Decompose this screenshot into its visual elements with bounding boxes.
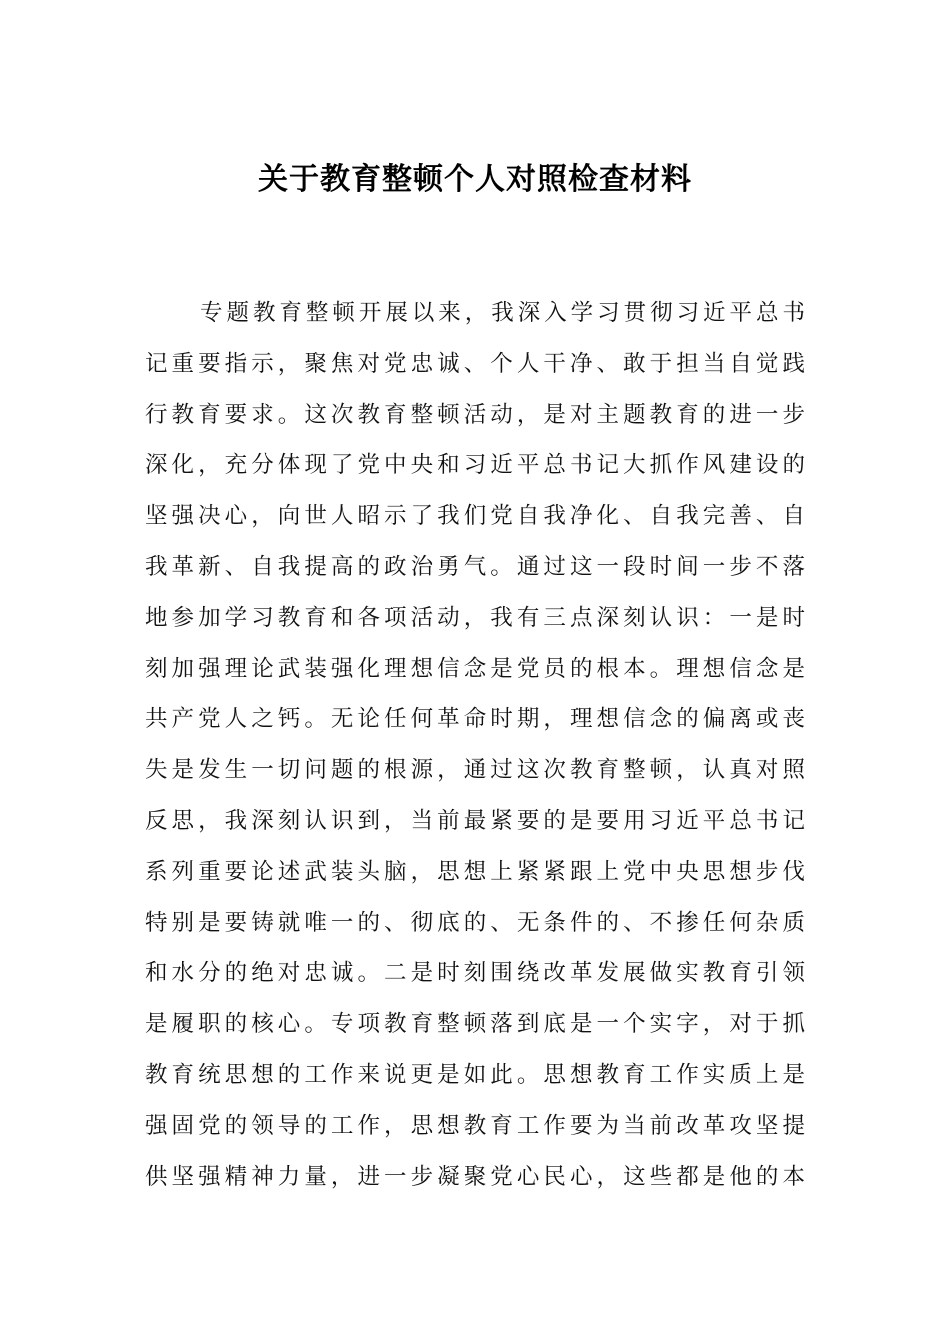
body-line: 我革新、自我提高的政治勇气。通过这一段时间一步不落 [145,553,805,580]
document-title: 关于教育整顿个人对照检查材料 [258,162,692,197]
body-line: 刻加强理论武装强化理想信念是党员的根本。理想信念是 [145,655,805,682]
body-line: 记重要指示，聚焦对党忠诚、个人干净、敢于担当自觉践 [145,350,805,377]
body-line: 深化，充分体现了党中央和习近平总书记大抓作风建设的 [145,452,805,479]
body-line: 强固党的领导的工作，思想教育工作要为当前改革攻坚提 [145,1112,805,1139]
body-line: 行教育要求。这次教育整顿活动，是对主题教育的进一步 [145,401,805,428]
body-line: 专题教育整顿开展以来，我深入学习贯彻习近平总书 [200,300,805,326]
body-line: 是履职的核心。专项教育整顿落到底是一个实字，对于抓 [145,1011,805,1038]
body-line: 失是发生一切问题的根源，通过这次教育整顿，认真对照 [145,757,805,784]
body-line: 供坚强精神力量，进一步凝聚党心民心，这些都是他的本 [145,1163,805,1190]
document-body [145,288,805,1202]
body-line: 坚强决心，向世人昭示了我们党自我净化、自我完善、自 [145,503,805,530]
body-line: 地参加学习教育和各项活动，我有三点深刻认识：一是时 [145,604,805,631]
body-line: 特别是要铸就唯一的、彻底的、无条件的、不掺任何杂质 [145,909,805,936]
body-line: 教育统思想的工作来说更是如此。思想教育工作实质上是 [145,1061,805,1088]
body-line: 反思，我深刻认识到，当前最紧要的是要用习近平总书记 [145,807,805,834]
body-line: 系列重要论述武装头脑，思想上紧紧跟上党中央思想步伐 [145,858,805,885]
body-line: 共产党人之钙。无论任何革命时期，理想信念的偏离或丧 [145,706,805,733]
body-line: 和水分的绝对忠诚。二是时刻围绕改革发展做实教育引领 [145,960,805,987]
